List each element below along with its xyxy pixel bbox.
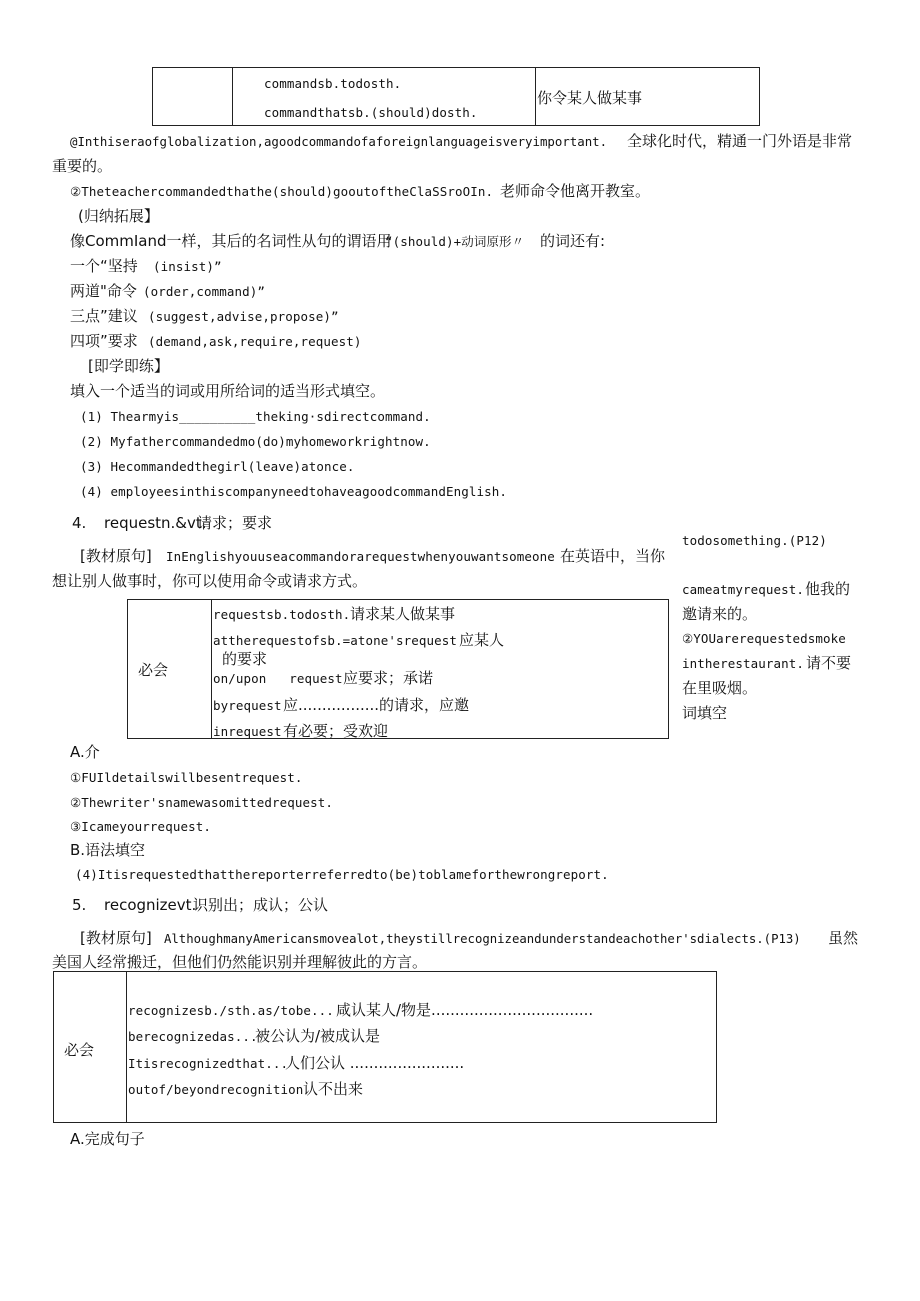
item4-side-5-en: intherestaurant. (682, 656, 805, 671)
item4-table-divider (211, 599, 212, 739)
item5-table-label: 必会 (64, 1041, 95, 1059)
example2-cn: 老师命令他离开教室。 (500, 182, 651, 200)
item4-row4-en: byrequest (213, 698, 282, 713)
item5-table (53, 971, 717, 1123)
item4-row2-en: attherequestofsb.=atone'srequest (213, 633, 458, 648)
item4-source-label: [教材原句] (80, 547, 152, 565)
item4-side-7: 词填空 (682, 704, 728, 722)
item4-row4-cn: 应.................的请求，应邀 (283, 696, 470, 714)
item4-row1-cn: 请求某人做某事 (350, 605, 456, 623)
item4-side-6: 在里吸烟。 (682, 679, 758, 697)
item4-side-3: 邀请来的。 (682, 605, 758, 623)
item4-row2-cn: 应某人 (459, 631, 505, 649)
item4-side-2-en: cameatmyrequest. (682, 582, 805, 597)
item4-b-label: B.语法填空 (70, 841, 146, 859)
practice-q1: (1) Thearmyis__________theking·sdirectcommand. (80, 409, 431, 424)
item4-row5-cn: 有必要；受欢迎 (283, 722, 389, 740)
item4-a3: ③Icameyourrequest. (70, 819, 211, 834)
item5-source-cn-cont: 美国人经常搬迁，但他们仍然能识别并理解彼此的方言。 (52, 953, 428, 971)
item4-source-cn-cont: 想让别人做事时，你可以使用命令或请求方式。 (52, 572, 368, 590)
item5-number: 5. (72, 896, 87, 914)
item5-row4-en: outof/beyondrecognition (128, 1082, 304, 1097)
summary-intro: 像CommIand一样，其后的名词性从句的谓语用 (70, 232, 392, 250)
item4-title-cn: 请求；要求 (197, 514, 273, 532)
item5-source-label: [教材原句] (80, 929, 152, 947)
item4-number: 4. (72, 514, 87, 532)
example1-cn: 全球化时代，精通一门外语是非常 (627, 132, 853, 150)
practice-q3: (3) Hecommandedthegirl(leave)atonce. (80, 459, 355, 474)
summary-intro-b: “(should)+动词原形〃 (385, 234, 525, 249)
summary-line-1-b: (insist)” (153, 259, 222, 274)
summary-heading: (归纳拓展】 (78, 207, 159, 225)
item4-a1: ①FUIldetailswillbesentrequest. (70, 770, 303, 785)
example2-en: ②Theteachercommandedthathe(should)gooutoftheClaSSroOIn. (70, 184, 494, 199)
item4-b4: (4)Itisrequestedthatthereporterreferredto(be)toblameforthewrongreport. (75, 867, 609, 882)
top-table-row1: commandsb.todosth. (264, 76, 402, 91)
example1-en: @Inthiseraofglobalization,agoodcommandofaforeignlanguageisveryimportant. (70, 134, 608, 149)
top-table-meaning: 你令某人做某事 (537, 89, 643, 107)
top-table-divider-2 (535, 67, 536, 126)
summary-line-3: 三点”建议 (70, 307, 138, 325)
item5-title-en: recognizevt. (104, 896, 197, 914)
item4-row2-cont: 的要求 (222, 650, 268, 668)
item5-title-cn: 识别出；成认；公认 (193, 896, 329, 914)
item4-row3-en: on/upon request (213, 671, 343, 686)
item5-row3-cn: 人们公认 ........................ (285, 1054, 465, 1072)
item4-side-5-cn: 请不要 (806, 654, 852, 672)
item4-row3-cn: 应要求；承诺 (343, 669, 434, 687)
item5-row1-cn: 咸认某人/物是.................................. (336, 1001, 594, 1019)
practice-q2: (2) Myfathercommandedmo(do)myhomeworkrightnow. (80, 434, 431, 449)
item4-source-cn: 在英语中，当你 (560, 547, 666, 565)
top-table-divider-1 (232, 67, 233, 126)
practice-instruction: 填入一个适当的词或用所给词的适当形式填空。 (70, 382, 386, 400)
item4-side-1: todosomething.(P12) (682, 533, 827, 548)
summary-line-2-b: (order,command)” (143, 284, 266, 299)
item4-title-en: requestn.&vt. (104, 514, 207, 532)
example1-cn-cont: 重要的。 (52, 157, 113, 175)
summary-intro-c: 的词还有: (540, 232, 606, 250)
item5-table-divider (126, 971, 127, 1123)
item5-row4-cn: 认不出来 (303, 1080, 364, 1098)
item5-row1-en: recognizesb./sth.as/tobe... (128, 1003, 334, 1018)
item5-source-en: AlthoughmanyAmericansmovealot,theystillrecognizeandunderstandeachother'sdialects.(P13) (164, 932, 801, 946)
item5-row2-cn: 被公认为/被成认是 (255, 1027, 381, 1045)
item4-side-4: ②YOUarerequestedsmoke (682, 631, 846, 646)
summary-line-2: 两道"命令 (70, 282, 137, 300)
practice-q4: (4) employeesinthiscompanyneedtohaveagoodcommandEnglish. (80, 484, 508, 499)
item5-source-cn: 虽然 (828, 929, 859, 947)
item5-a-label: A.完成句子 (70, 1130, 145, 1148)
summary-line-3-b: (suggest,advise,propose)” (148, 309, 339, 324)
item4-row1-en: requestsb.todosth. (213, 607, 351, 622)
top-table-row2: commandthatsb.(should)dosth. (264, 105, 478, 120)
summary-line-4: 四项”要求 (70, 332, 138, 350)
item4-table-label: 必会 (138, 661, 169, 679)
summary-line-1: 一个“坚持 (70, 257, 138, 275)
summary-line-4-b: (demand,ask,require,request) (148, 334, 362, 349)
practice-heading: [即学即练】 (88, 357, 169, 375)
item4-source-en: InEnglishyouuseacommandorarequestwhenyouwantsomeone (166, 549, 555, 564)
item5-row3-en: Itisrecognizedthat... (128, 1056, 289, 1071)
item4-side-2-cn: 他我的 (805, 580, 851, 598)
item5-row2-en: berecognizedas... (128, 1029, 258, 1044)
item4-row5-en: inrequest (213, 724, 282, 739)
item4-a-label: A.介 (70, 743, 100, 761)
item4-a2: ②Thewriter'snamewasomittedrequest. (70, 795, 333, 810)
